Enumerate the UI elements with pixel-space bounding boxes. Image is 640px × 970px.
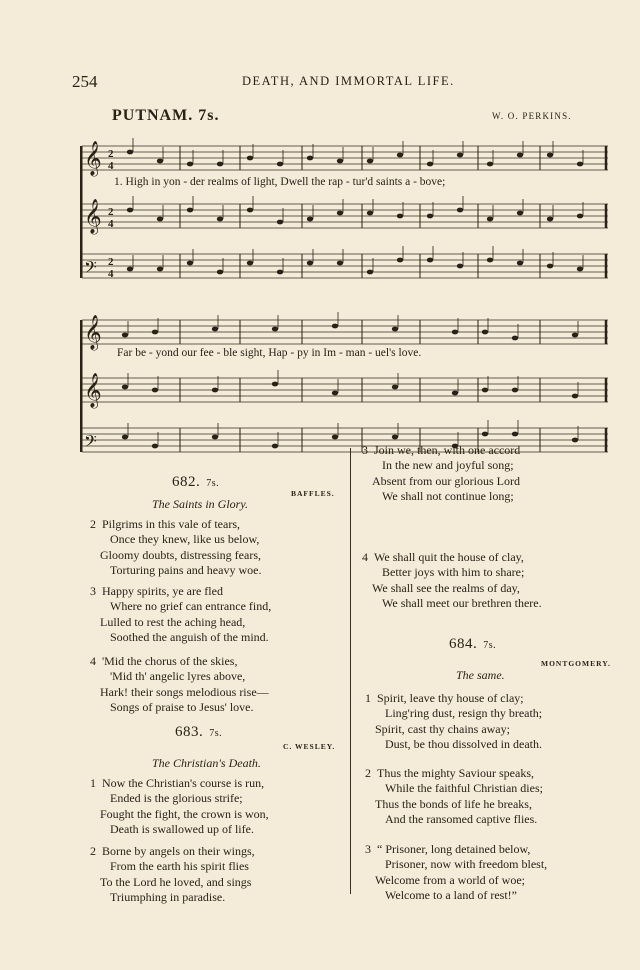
verse-number: 3 bbox=[365, 842, 371, 856]
verse-line: Ling'ring dust, resign thy breath; bbox=[385, 706, 543, 721]
hymn-subtitle: The Christian's Death. bbox=[152, 756, 261, 770]
verse-682-2 bbox=[90, 517, 261, 579]
verse-number: 4 bbox=[90, 654, 96, 668]
verse-line: Welcome to a land of rest!” bbox=[385, 888, 517, 903]
note-head bbox=[427, 214, 433, 219]
note-head bbox=[547, 217, 553, 222]
note-head bbox=[482, 432, 488, 437]
verse-684-3 bbox=[365, 842, 547, 904]
music-system-1 bbox=[80, 138, 610, 286]
hymn-number-684 bbox=[449, 636, 496, 653]
verse-line: From the earth his spirit flies bbox=[110, 859, 249, 874]
note-head bbox=[277, 162, 283, 167]
note-head bbox=[127, 208, 133, 213]
note-head bbox=[427, 258, 433, 263]
verse-line: Dust, be thou dissolved in death. bbox=[385, 737, 542, 752]
note-head bbox=[247, 156, 253, 161]
note-head bbox=[277, 220, 283, 225]
note-head bbox=[157, 217, 163, 222]
note-head bbox=[397, 214, 403, 219]
note-head bbox=[457, 208, 463, 213]
note-head bbox=[547, 264, 553, 269]
verse-684-1 bbox=[365, 691, 542, 753]
page-header bbox=[72, 72, 592, 92]
note-head bbox=[517, 211, 523, 216]
note-head bbox=[217, 217, 223, 222]
verse-line: To the Lord he loved, and sings bbox=[100, 874, 252, 889]
time-signature: 2 bbox=[108, 148, 114, 160]
time-signature: 4 bbox=[108, 160, 114, 172]
verse-line: We shall quit the house of clay, bbox=[374, 550, 524, 564]
verse-line: Prisoner, now with freedom blest, bbox=[385, 857, 548, 872]
running-title: DEATH, AND IMMORTAL LIFE. bbox=[242, 74, 455, 88]
note-head bbox=[152, 330, 158, 335]
note-head bbox=[337, 211, 343, 216]
verse-line: Triumphing in paradise. bbox=[110, 890, 226, 905]
note-head bbox=[577, 267, 583, 272]
time-signature: 4 bbox=[108, 218, 114, 230]
note-head bbox=[367, 270, 373, 275]
note-head bbox=[517, 153, 523, 158]
page-number: 254 bbox=[72, 72, 98, 91]
verse-line: Spirit, cast thy chains away; bbox=[375, 721, 510, 736]
hymn-meter: 7s. bbox=[209, 728, 223, 739]
note-head bbox=[157, 159, 163, 164]
verse-line: Lulled to rest the aching head, bbox=[100, 614, 246, 629]
note-head bbox=[487, 258, 493, 263]
verse-line: Once they knew, like us below, bbox=[110, 532, 260, 547]
note-head bbox=[157, 267, 163, 272]
verse-line: Thus the bonds of life he breaks, bbox=[375, 796, 532, 811]
note-head bbox=[517, 261, 523, 266]
verse-line: Hark! their songs melodious rise— bbox=[100, 684, 269, 699]
note-head bbox=[187, 208, 193, 213]
note-head bbox=[277, 270, 283, 275]
verse-line: Spirit, leave thy house of clay; bbox=[377, 691, 524, 705]
tune-title: PUTNAM. 7s. bbox=[112, 107, 220, 124]
composer: W. O. PERKINS. bbox=[492, 111, 572, 121]
note-head bbox=[572, 394, 578, 399]
note-head bbox=[572, 438, 578, 443]
bass-clef-icon: 𝄢 bbox=[84, 257, 97, 281]
note-head bbox=[337, 261, 343, 266]
hymn-tune-name: MONTGOMERY. bbox=[541, 659, 611, 668]
staff bbox=[82, 246, 608, 281]
treble-clef-icon: 𝄞 bbox=[84, 373, 102, 408]
note-head bbox=[482, 388, 488, 393]
verse-line: Where no grief can entrance find, bbox=[110, 599, 272, 614]
verse-line: Fought the fight, the crown is won, bbox=[100, 806, 269, 821]
note-head bbox=[392, 435, 398, 440]
verse-line: 'Mid the chorus of the skies, bbox=[102, 654, 238, 668]
note-head bbox=[272, 327, 278, 332]
verse-line: Soothed the anguish of the mind. bbox=[110, 630, 269, 645]
note-head bbox=[247, 261, 253, 266]
time-signature: 4 bbox=[108, 268, 114, 280]
verse-line: Join we, then, with one accord bbox=[374, 443, 521, 457]
verse-line: Thus the mighty Saviour speaks, bbox=[377, 766, 534, 780]
verse-line: Pilgrims in this vale of tears, bbox=[102, 517, 240, 531]
note-head bbox=[152, 388, 158, 393]
note-head bbox=[217, 162, 223, 167]
note-head bbox=[187, 162, 193, 167]
hymn-tune-name: BAFFLES. bbox=[291, 489, 335, 498]
verse-line: Borne by angels on their wings, bbox=[102, 844, 255, 858]
note-head bbox=[307, 156, 313, 161]
note-head bbox=[547, 153, 553, 158]
staff bbox=[82, 312, 608, 351]
treble-clef-icon: 𝄞 bbox=[84, 141, 102, 176]
note-head bbox=[367, 211, 373, 216]
note-head bbox=[392, 385, 398, 390]
music-staves-1 bbox=[80, 138, 610, 286]
note-head bbox=[577, 162, 583, 167]
music-lyrics-line-1: 1. High in yon - der realms of light, Dwell the rap - tur'd saints a - bove; bbox=[114, 176, 446, 188]
verse-line: Ended is the glorious strife; bbox=[110, 791, 243, 806]
staff bbox=[82, 196, 608, 235]
music-lyrics-line-2: Far be - yond our fee - ble sight, Hap - py in Im - man - uel's love. bbox=[117, 347, 422, 359]
note-head bbox=[367, 159, 373, 164]
verse-number: 4 bbox=[362, 550, 368, 564]
note-head bbox=[272, 444, 278, 449]
verse-683-3 bbox=[362, 443, 520, 505]
note-head bbox=[452, 391, 458, 396]
treble-clef-icon: 𝄞 bbox=[84, 199, 102, 234]
note-head bbox=[122, 385, 128, 390]
treble-clef-icon: 𝄞 bbox=[84, 315, 102, 350]
note-head bbox=[122, 333, 128, 338]
note-head bbox=[427, 162, 433, 167]
verse-number: 2 bbox=[365, 766, 371, 780]
verse-line: 'Mid th' angelic lyres above, bbox=[110, 669, 246, 684]
note-head bbox=[307, 261, 313, 266]
note-head bbox=[482, 330, 488, 335]
music-system-2 bbox=[80, 312, 610, 460]
note-head bbox=[337, 159, 343, 164]
note-head bbox=[127, 150, 133, 155]
music-staves-2 bbox=[80, 312, 610, 460]
verse-682-4 bbox=[90, 654, 269, 716]
hymn-number: 683. bbox=[175, 724, 204, 740]
verse-683-2 bbox=[90, 844, 255, 906]
note-head bbox=[487, 217, 493, 222]
note-head bbox=[332, 435, 338, 440]
note-head bbox=[452, 330, 458, 335]
hymn-tune-name: C. WESLEY. bbox=[283, 742, 336, 751]
verse-line: In the new and joyful song; bbox=[382, 458, 514, 473]
note-head bbox=[397, 258, 403, 263]
note-head bbox=[247, 208, 253, 213]
note-head bbox=[457, 153, 463, 158]
hymn-number-683 bbox=[175, 724, 222, 741]
hymn-number: 682. bbox=[172, 474, 201, 490]
verse-line: We shall meet our brethren there. bbox=[382, 596, 542, 611]
bass-clef-icon: 𝄢 bbox=[84, 431, 97, 455]
note-head bbox=[397, 153, 403, 158]
verse-line: Welcome from a world of woe; bbox=[375, 872, 525, 887]
verse-684-2 bbox=[365, 766, 543, 828]
note-head bbox=[512, 336, 518, 341]
verse-line: While the faithful Christian dies; bbox=[385, 781, 543, 796]
note-head bbox=[127, 267, 133, 272]
verse-line: We shall not continue long; bbox=[382, 489, 514, 504]
hymn-number: 684. bbox=[449, 636, 478, 652]
hymn-subtitle: The same. bbox=[456, 668, 505, 682]
verse-line: And the ransomed captive flies. bbox=[385, 812, 538, 827]
note-head bbox=[457, 264, 463, 269]
verse-number: 1 bbox=[365, 691, 371, 705]
verse-line: Songs of praise to Jesus' love. bbox=[110, 700, 254, 715]
verse-line: We shall see the realms of day, bbox=[372, 580, 520, 595]
verse-line: Absent from our glorious Lord bbox=[372, 473, 520, 488]
verse-line: Death is swallowed up of life. bbox=[110, 822, 254, 837]
note-head bbox=[272, 382, 278, 387]
verse-682-3 bbox=[90, 584, 271, 646]
note-head bbox=[212, 388, 218, 393]
column-divider bbox=[350, 448, 351, 894]
note-head bbox=[187, 261, 193, 266]
hymn-meter: 7s. bbox=[483, 640, 497, 651]
verse-line: “ Prisoner, long detained below, bbox=[377, 842, 531, 856]
note-head bbox=[577, 214, 583, 219]
hymn-meter: 7s. bbox=[206, 478, 220, 489]
note-head bbox=[212, 435, 218, 440]
hymn-subtitle: The Saints in Glory. bbox=[152, 497, 249, 511]
note-head bbox=[152, 444, 158, 449]
verse-number: 1 bbox=[90, 776, 96, 790]
note-head bbox=[332, 324, 338, 329]
time-signature: 2 bbox=[108, 256, 114, 268]
verse-line: Gloomy doubts, distressing fears, bbox=[100, 547, 261, 562]
verse-number: 2 bbox=[90, 844, 96, 858]
verse-number: 2 bbox=[90, 517, 96, 531]
hymn-number-682 bbox=[172, 474, 219, 491]
note-head bbox=[122, 435, 128, 440]
verse-line: Now the Christian's course is run, bbox=[102, 776, 265, 790]
staff bbox=[82, 138, 608, 177]
note-head bbox=[392, 327, 398, 332]
note-head bbox=[307, 217, 313, 222]
staff bbox=[82, 420, 608, 455]
verse-number: 3 bbox=[362, 443, 368, 457]
note-head bbox=[217, 270, 223, 275]
staff bbox=[82, 370, 608, 409]
verse-line: Happy spirits, ye are fled bbox=[102, 584, 223, 598]
note-head bbox=[512, 432, 518, 437]
verse-683-4 bbox=[362, 550, 542, 612]
verse-line: Better joys with him to share; bbox=[382, 565, 525, 580]
note-head bbox=[212, 327, 218, 332]
verse-683-1 bbox=[90, 776, 269, 838]
verse-number: 3 bbox=[90, 584, 96, 598]
note-head bbox=[487, 162, 493, 167]
note-head bbox=[572, 333, 578, 338]
note-head bbox=[332, 391, 338, 396]
verse-line: Torturing pains and heavy woe. bbox=[110, 563, 262, 578]
time-signature: 2 bbox=[108, 206, 114, 218]
note-head bbox=[512, 388, 518, 393]
